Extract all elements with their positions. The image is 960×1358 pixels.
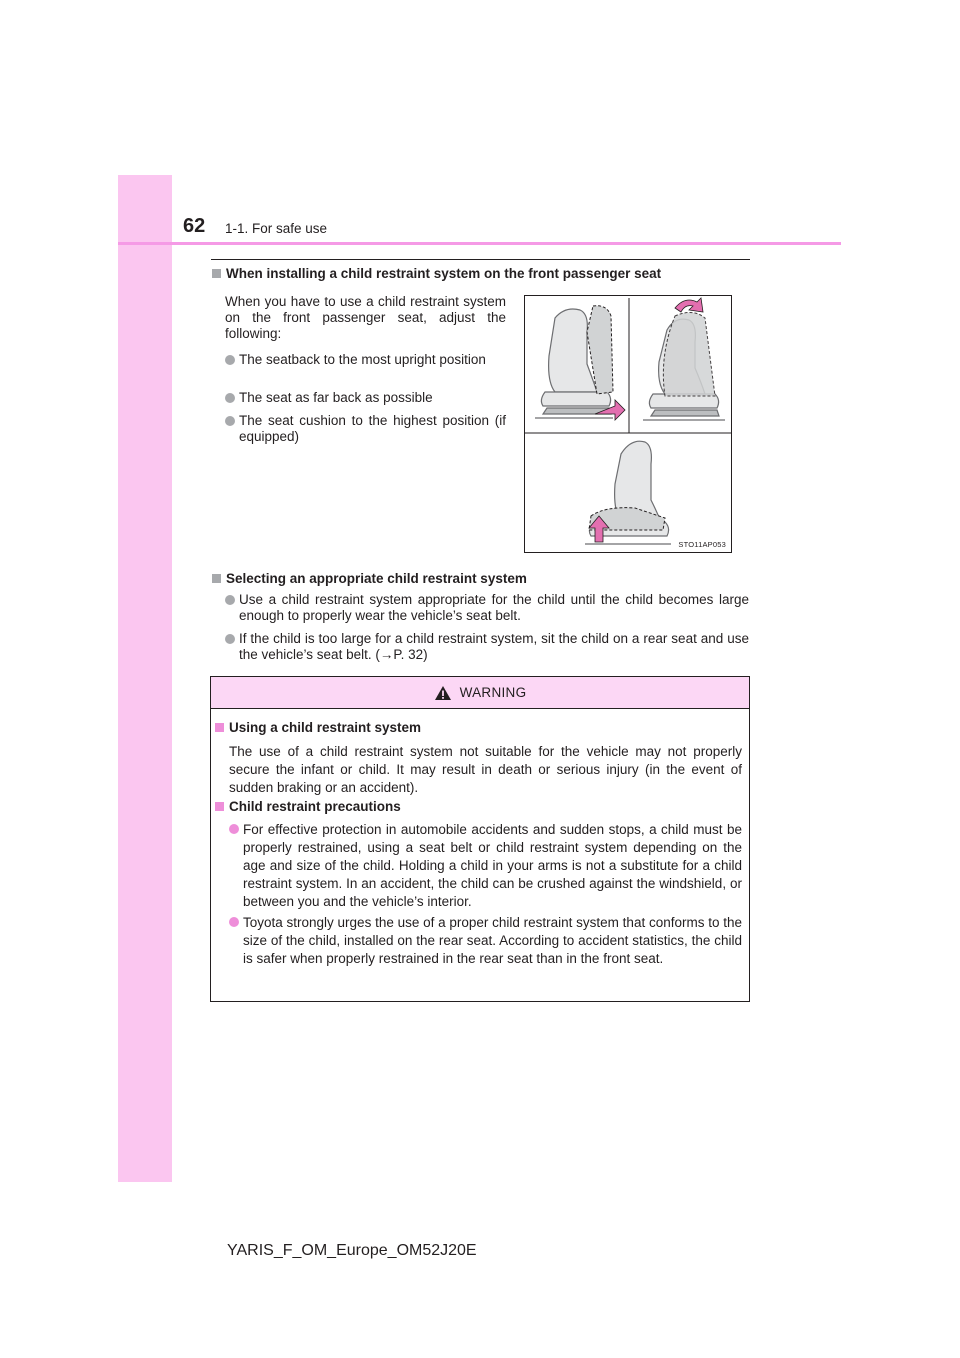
figure-code: STO11AP053 xyxy=(678,540,726,549)
square-bullet-icon xyxy=(215,802,224,811)
bullet-icon xyxy=(225,393,235,403)
bullet-icon xyxy=(225,355,235,365)
list-item: If the child is too large for a child restraint system, sit the child on a rear seat and use the vehicle’s seat belt. (→P. 32) xyxy=(225,631,749,663)
list-item: The seatback to the most upright position xyxy=(225,352,506,368)
seat-adjustment-figure xyxy=(524,295,732,553)
section1-heading xyxy=(212,266,661,281)
square-bullet-icon xyxy=(212,269,221,278)
bullet-icon xyxy=(229,917,239,927)
warning-item1-text: The use of a child restraint system not suitable for the vehicle may not properly secure the infant or child. It may result in death or serious injury (in the event of sudden braking or an accident). xyxy=(229,744,742,795)
warning-item1-heading: Using a child restraint system xyxy=(215,720,421,735)
warning-header xyxy=(211,677,749,709)
square-bullet-icon xyxy=(215,723,224,732)
warning-title: WARNING xyxy=(459,685,527,700)
document-id: YARIS_F_OM_Europe_OM52J20E xyxy=(227,1242,477,1259)
section1-intro: When you have to use a child restraint system on the front passenger seat, adjust the following: xyxy=(225,294,506,341)
section-rule xyxy=(211,259,750,260)
list-item: For effective protection in automobile accidents and sudden stops, a child must be properly restrained, using a seat belt or child restraint system depending on the age and size of the child. Holding a child in your arms is not a substitute for a child restraint system. In an accident, the child can be crushed against the windshield, or between you and the vehicle’s interior. xyxy=(229,821,742,911)
section1-heading-text: When installing a child restraint system on the front passenger seat xyxy=(226,266,662,281)
page-side-tab xyxy=(118,175,172,1182)
page-number: 62 xyxy=(183,215,206,237)
bullet-icon xyxy=(225,416,235,426)
section2-heading xyxy=(212,571,527,586)
bullet-icon xyxy=(225,595,235,605)
section2-heading-text: Selecting an appropriate child restraint system xyxy=(226,571,527,586)
warning-item2-heading: Child restraint precautions xyxy=(215,799,401,814)
list-item: The seat as far back as possible xyxy=(225,390,506,406)
seat-illustration xyxy=(525,296,731,552)
section-title: 1-1. For safe use xyxy=(225,221,328,236)
list-item: Use a child restraint system appropriate for the child until the child becomes large enough to properly wear the vehicle’s seat belt. xyxy=(225,592,749,624)
bullet-icon xyxy=(225,634,235,644)
list-item: The seat cushion to the highest position (if equipped) xyxy=(225,413,506,445)
bullet-icon xyxy=(229,824,239,834)
header-rule xyxy=(118,242,841,245)
square-bullet-icon xyxy=(212,574,221,583)
warning-triangle-icon xyxy=(434,685,452,701)
list-item: Toyota strongly urges the use of a proper child restraint system that conforms to the size of the child, installed on the rear seat. According to accident statistics, the child is safer when properly restrained in the rear seat than in the front seat. xyxy=(229,914,742,968)
